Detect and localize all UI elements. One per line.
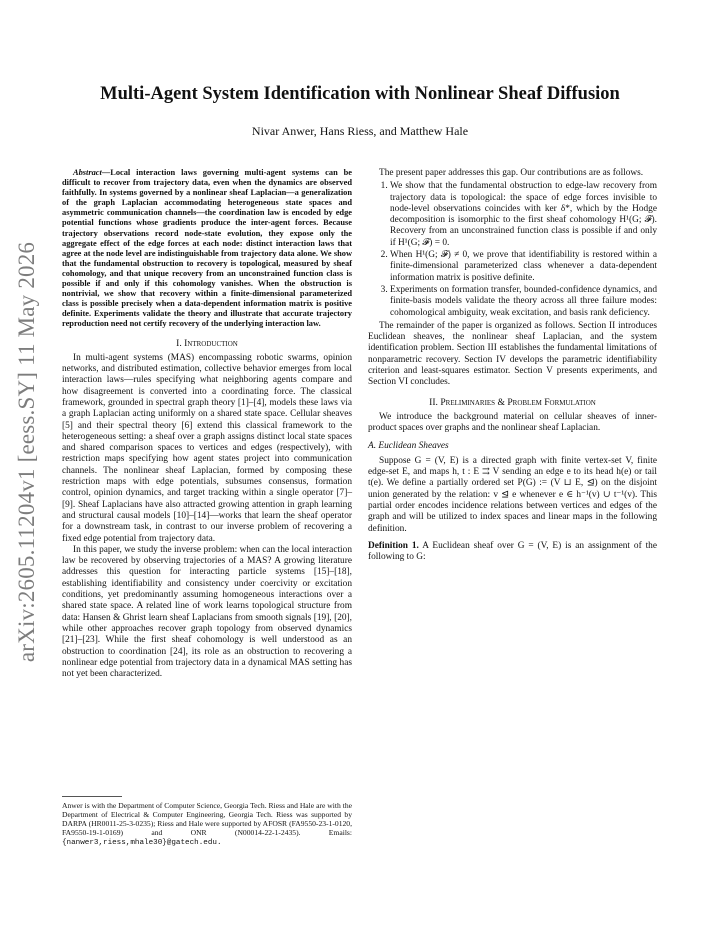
contribution-item: 2. When H¹(G; 𝓕) ≠ 0, we prove that identifiability is restored within a finite-dimensional parameterized class whenever a data-dependent information matrix is positive definite.	[390, 250, 657, 284]
section-heading-introduction: I. Introduction	[176, 337, 238, 349]
abstract-text: Local interaction laws governing multi-agent systems can be difficult to recover from trajectory data, even when the dynamics are observed faithfully. In systems governed by a nonlinear sheaf Laplacian—a generalization of the graph Laplacian accommodating heterogeneous state spaces and asymmetric communication channels—the coordination law is encoded by edge potential functions whose gradients produce the inter-agent forces. Because trajectory observations record node-state evolution, they expose only the aggregate effect of the edge forces at each node: distinct interaction laws that agree at the node level are indistinguishable from trajectory data alone. We show that the fundamental obstruction to recovery is topological, measured by sheaf cohomology, and that unique recovery from an unconstrained function class is possible if and only if this cohomology vanishes. When the obstruction is nontrivial, we show that recovery within a finite-dimensional parameterized class is possible precisely when a data-dependent information matrix is positive definite. Experiments validate the theory and illustrate that accurate trajectory reproduction need not certify recovery of the underlying interaction law.	[62, 168, 352, 329]
arxiv-stamp	[14, 237, 40, 667]
left-column	[62, 168, 352, 680]
contribution-item: 3. Experiments on formation transfer, bounded-confidence dynamics, and finite-basis models validate the theory across all three failure modes: cohomological ambiguity, weak excitation, and basis rank deficiency.	[390, 285, 657, 319]
footnote-text: Anwer is with the Department of Computer Science, Georgia Tech. Riess and Hale are with the Department of Electrical & Computer Engineering, Georgia Tech. Riess was supported by DARPA (HR0011-25-3-0235); Riess and Hale were supported by AFOSR (FA9550-23-1-0120, FA9550-19-1-0169) and ONR (N00014-22-1-2435). Emails:	[62, 801, 352, 837]
paper-title: Multi-Agent System Identification with Nonlinear Sheaf Diffusion	[100, 84, 620, 104]
arxiv-id: arXiv:2605.11204v1 [eess.SY] 11 May 2026	[14, 241, 39, 663]
right-column	[368, 168, 657, 564]
abstract-label: Abstract—	[73, 168, 111, 177]
contributions-list	[368, 181, 657, 319]
contribution-item: 1. We show that the fundamental obstruction to edge-law recovery from trajectory data is topological: the space of edge forces invisible to node-level observations coincides with ker δ*, which by the Hodge decomposition is isomorphic to the first sheaf cohomology H¹(G; 𝓕). Recovery from an unconstrained function class is possible if and only if H¹(G; 𝓕) = 0.	[390, 181, 657, 249]
definition-1	[368, 541, 657, 564]
prelim-paragraph-2: Suppose G = (V, E) is a directed graph with finite vertex-set V, finite edge-set E, and maps h, t : E ⇉ V sending an edge e to its head h(e) or tail t(e). We define a partially ordered set P(G) := (V ⊔ E, ⊴) on the disjoint union generated by the relation: v ⊴ e whenever e ∈ h⁻¹(v) ∪ t⁻¹(v). This partial order encodes incidence relations between vertices and edges of the graph and will be utilized to index spaces and linear maps in the following definition.	[368, 455, 657, 534]
definition-text: A Euclidean sheaf over G = (V, E) is an assignment of the following to G:	[368, 540, 657, 563]
definition-label: Definition 1.	[368, 540, 419, 551]
intro-paragraph-1: In multi-agent systems (MAS) encompassing robotic swarms, opinion networks, and distributed estimation, collective behavior emerges from local interaction laws—rules specifying what neighboring agents compare and how disagreement is converted into a coordinating force. The classical framework, grounded in spectral graph theory [1]–[4], models these laws via a graph Laplacian acting uniformly on a shared state space. Cellular sheaves [5] and their spectral theory [6] extend this classical framework to the heterogeneous setting: a sheaf over a graph assigns distinct local state spaces and shared comparison spaces to vertices and edges (respectively), with restriction maps specifying how agent states project into communication channels. The nonlinear sheaf Laplacian, formed by composing these restriction maps with edge potentials, subsumes consensus, formation control, opinion dynamics, and target tracking within a single operator [7]–[9]. Sheaf Laplacians have also attracted growing attention in graph learning and structural causal models [10]–[14]—works that learn the sheaf operator for a downstream task, in contrast to our inverse problem of recovering a fixed edge potential from trajectory data.	[62, 352, 352, 544]
paper-authors: Nivar Anwer, Hans Riess, and Matthew Hale	[251, 124, 469, 138]
abstract	[62, 168, 352, 330]
footnote-rule	[62, 796, 122, 797]
prelim-paragraph-1: We introduce the background material on cellular sheaves of inner-product spaces over graphs and the nonlinear sheaf Laplacian.	[368, 411, 657, 434]
footnote	[62, 796, 352, 848]
footnote-emails: {nanwer3,riess,mhale30}@gatech.edu.	[62, 839, 222, 847]
section-heading-preliminaries: II. Preliminaries & Problem Formulation	[429, 396, 596, 408]
subsection-heading-euclidean-sheaves: A. Euclidean Sheaves	[368, 440, 449, 451]
intro-paragraph-3: The present paper addresses this gap. Our contributions are as follows.	[379, 168, 644, 178]
intro-paragraph-4: The remainder of the paper is organized as follows. Section II introduces Euclidean sheaves, the nonlinear sheaf Laplacian, and the system identification problem. Section III establishes the fundamental limitations of nonparametric recovery. Section IV develops the parametric identifiability criterion and least-squares estimator. Section V presents experiments, and Section VI concludes.	[368, 320, 657, 388]
intro-paragraph-2: In this paper, we study the inverse problem: when can the local interaction law be recovered by observing trajectories of a MAS? A growing literature addresses this question for interacting particle systems [15]–[18], establishing identifiability and consistency under coercivity or excitation conditions, yet predominantly assuming homogeneous interactions over a shared state space. A related line of work learns topological structure from data: Hansen & Ghrist learn sheaf Laplacians from smooth signals [19], [20], while other approaches recover graph topology from observed dynamics [21]–[23]. While the first sheaf cohomology is well understood as an obstruction to coordination [24], its role as an obstruction to recovering a nonlinear edge potential from trajectory data in a dynamical MAS setting has not yet been characterized.	[62, 544, 352, 680]
